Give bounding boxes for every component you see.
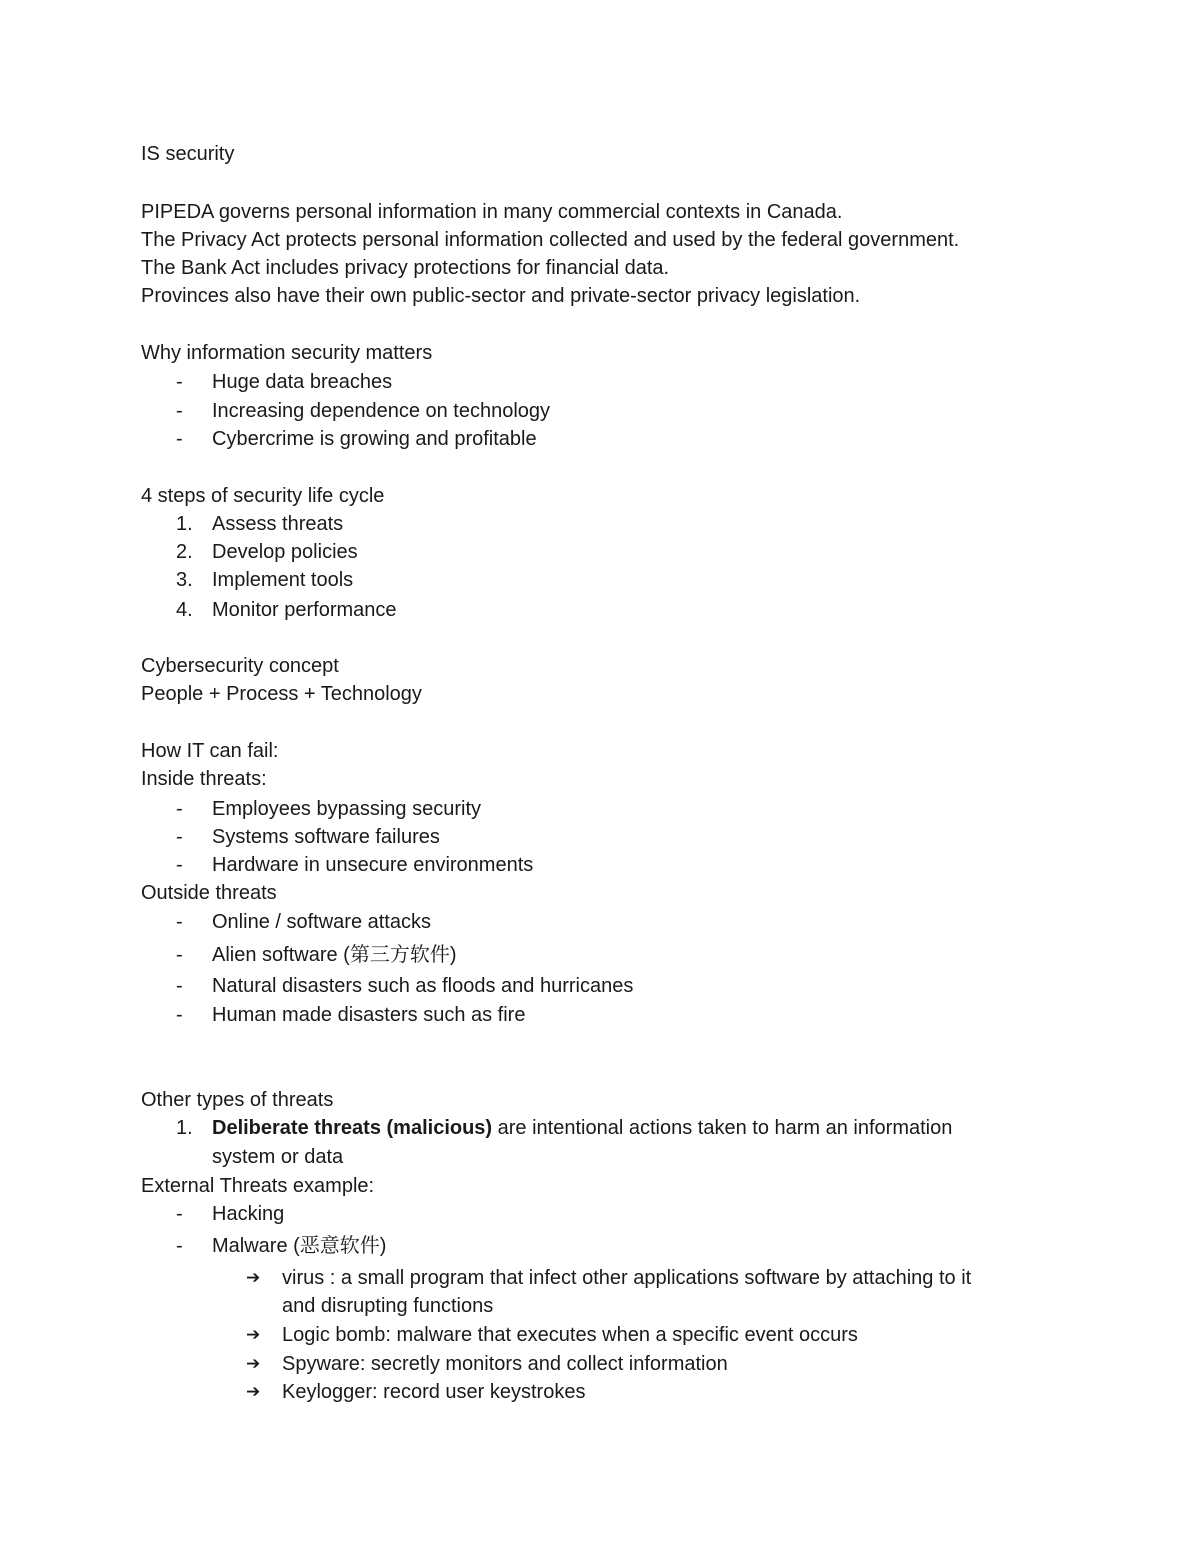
why-item: Huge data breaches: [212, 371, 393, 393]
other-threats-heading: Other types of threats: [141, 1089, 334, 1111]
deliberate-threats-continuation: system or data: [212, 1146, 344, 1168]
outside-threat-item: Alien software (第三方软件): [212, 944, 457, 966]
law-bank-act: The Bank Act includes privacy protections for financial data.: [141, 257, 670, 279]
list-bullet: -: [176, 854, 183, 876]
inside-threats-heading: Inside threats:: [141, 768, 267, 790]
lifecycle-heading: 4 steps of security life cycle: [141, 485, 385, 507]
list-number: 1.: [176, 1117, 193, 1139]
outside-threat-item: Natural disasters such as floods and hurricanes: [212, 975, 634, 997]
lifecycle-item: Monitor performance: [212, 599, 397, 621]
fail-heading: How IT can fail:: [141, 740, 279, 762]
inside-threat-item: Systems software failures: [212, 826, 440, 848]
concept-formula: People + Process + Technology: [141, 683, 422, 705]
law-privacy-act: The Privacy Act protects personal information collected and used by the federal government.: [141, 229, 960, 251]
arrow-icon: ➔: [246, 1268, 261, 1287]
outside-threats-heading: Outside threats: [141, 882, 277, 904]
malware-subitem-continuation: and disrupting functions: [282, 1295, 494, 1317]
arrow-icon: ➔: [246, 1382, 261, 1401]
list-bullet: -: [176, 1004, 183, 1026]
lifecycle-item: Assess threats: [212, 513, 344, 535]
lifecycle-item: Develop policies: [212, 541, 358, 563]
list-bullet: -: [176, 371, 183, 393]
why-heading: Why information security matters: [141, 342, 433, 364]
external-threats-heading: External Threats example:: [141, 1175, 375, 1197]
deliberate-threats-definition: are intentional actions taken to harm an information: [492, 1117, 953, 1139]
list-number: 1.: [176, 513, 193, 535]
why-item: Increasing dependence on technology: [212, 400, 551, 422]
list-number: 4.: [176, 599, 193, 621]
doc-title: IS security: [141, 143, 235, 165]
outside-threat-item: Online / software attacks: [212, 911, 431, 933]
why-item: Cybercrime is growing and profitable: [212, 428, 537, 450]
list-number: 2.: [176, 541, 193, 563]
lifecycle-item: Implement tools: [212, 569, 354, 591]
inside-threat-item: Hardware in unsecure environments: [212, 854, 534, 876]
list-bullet: -: [176, 911, 183, 933]
list-bullet: -: [176, 1203, 183, 1225]
list-bullet: -: [176, 826, 183, 848]
list-bullet: -: [176, 798, 183, 820]
inside-threat-item: Employees bypassing security: [212, 798, 482, 820]
malware-subitem: virus : a small program that infect other applications software by attaching to it: [282, 1267, 972, 1289]
arrow-icon: ➔: [246, 1354, 261, 1373]
malware-subitem: Spyware: secretly monitors and collect information: [282, 1353, 728, 1375]
law-pipeda: PIPEDA governs personal information in many commercial contexts in Canada.: [141, 201, 843, 223]
malware-subitem: Logic bomb: malware that executes when a specific event occurs: [282, 1324, 858, 1346]
deliberate-threats-text: [212, 1114, 952, 1142]
list-bullet: -: [176, 944, 183, 966]
malware-subitem: Keylogger: record user keystrokes: [282, 1381, 586, 1403]
arrow-icon: ➔: [246, 1325, 261, 1344]
list-bullet: -: [176, 1235, 183, 1257]
law-provinces: Provinces also have their own public-sector and private-sector privacy legislation.: [141, 285, 861, 307]
list-number: 3.: [176, 569, 193, 591]
list-bullet: -: [176, 975, 183, 997]
deliberate-threats-term: Deliberate threats (malicious): [212, 1117, 493, 1139]
outside-threat-item: Human made disasters such as fire: [212, 1004, 526, 1026]
concept-heading: Cybersecurity concept: [141, 655, 339, 677]
external-threat-item: Malware (恶意软件): [212, 1235, 387, 1257]
list-bullet: -: [176, 428, 183, 450]
external-threat-item: Hacking: [212, 1203, 285, 1225]
list-bullet: -: [176, 400, 183, 422]
